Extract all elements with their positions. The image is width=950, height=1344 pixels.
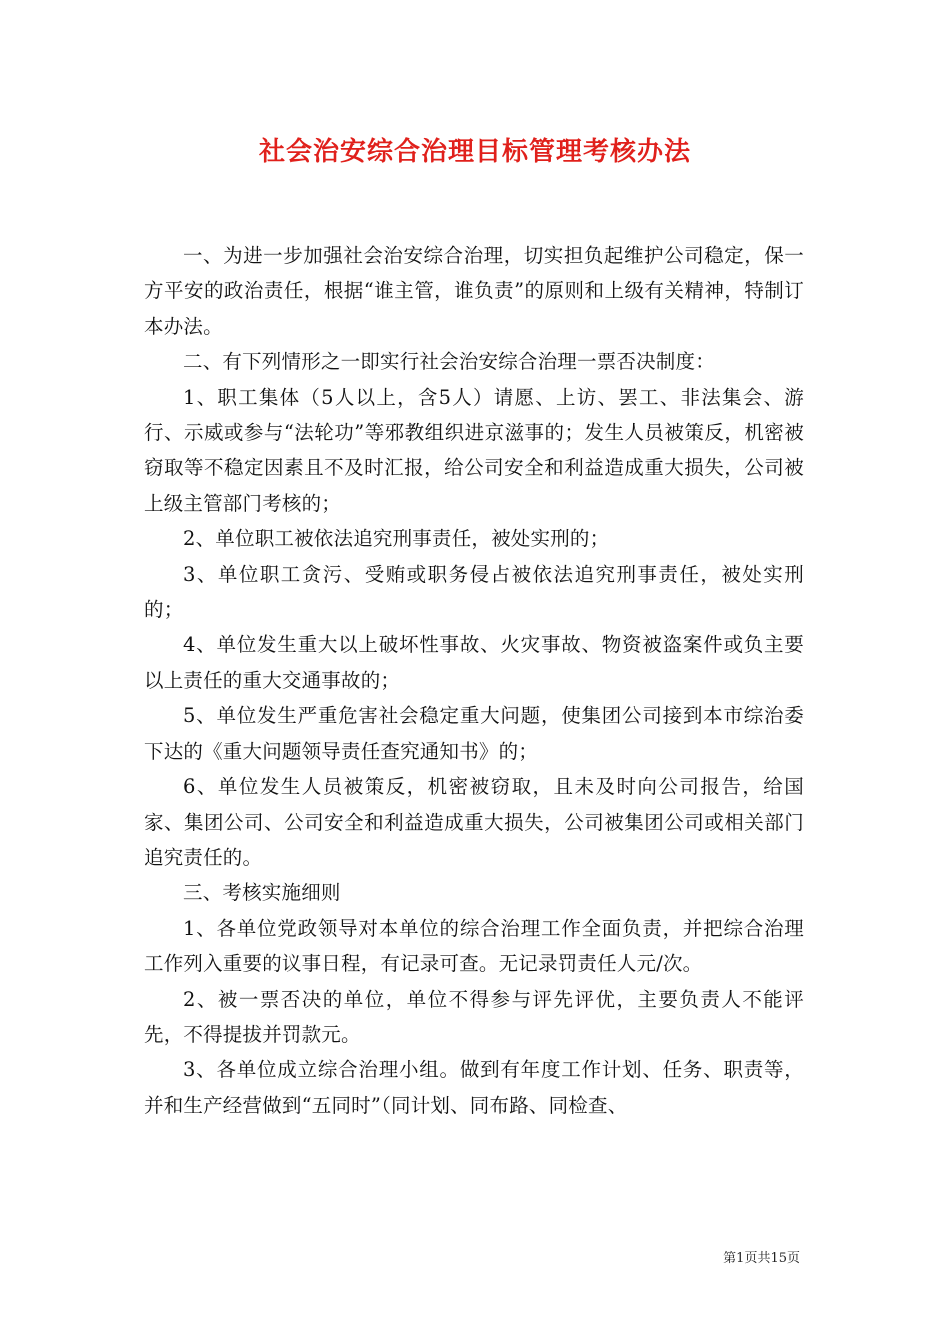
- paragraph-veto-item-6: 6、单位发生人员被策反，机密被窃取，且未及时向公司报告，给国家、集团公司、公司安全和利益造成重大损失，公司被集团公司或相关部门追究责任的。: [144, 775, 804, 869]
- paragraph-veto-item-1: 1、职工集体（5人以上，含5人）请愿、上访、罢工、非法集会、游行、示威或参与“法轮功”等邪教组织进京滋事的；发生人员被策反，机密被窃取等不稳定因素且不及时汇报，给公司安全和利益造成重大损失，公司被上级主管部门考核的；: [144, 385, 804, 515]
- paragraph-rule-2: 2、被一票否决的单位，单位不得参与评先评优，主要负责人不能评先，不得提拔并罚款元。: [144, 987, 804, 1046]
- paragraph-veto-heading: 二、有下列情形之一即实行社会治安综合治理一票否决制度：: [183, 350, 715, 374]
- document-body: [144, 238, 804, 1123]
- paragraph-rule-1: 1、各单位党政领导对本单位的综合治理工作全面负责，并把综合治理工作列入重要的议事日程，有记录可查。无记录罚责任人元/次。: [144, 916, 804, 976]
- paragraph-rule-3: 3、各单位成立综合治理小组。做到有年度工作计划、任务、职责等，并和生产经营做到“五同时”（同计划、同布路、同检查、: [144, 1058, 804, 1117]
- paragraph-rules-heading: 三、考核实施细则: [183, 881, 341, 905]
- paragraph-veto-item-4: 4、单位发生重大以上破坏性事故、火灾事故、物资被盗案件或负主要以上责任的重大交通事故的；: [144, 633, 804, 692]
- paragraph-veto-item-5: 5、单位发生严重危害社会稳定重大问题，使集团公司接到本市综治委下达的《重大问题领导责任查究通知书》的；: [144, 704, 804, 763]
- paragraph-veto-item-2: 2、单位职工被依法追究刑事责任，被处实刑的；: [183, 527, 610, 551]
- page-number-footer: 第1页共15页: [723, 1251, 800, 1266]
- paragraph-purpose: 一、为进一步加强社会治安综合治理，切实担负起维护公司稳定，保一方平安的政治责任，根据“谁主管，谁负责”的原则和上级有关精神，特制订本办法。: [144, 244, 804, 338]
- page-title: 社会治安综合治理目标管理考核办法: [258, 137, 691, 167]
- paragraph-veto-item-3: 3、单位职工贪污、受贿或职务侵占被依法追究刑事责任，被处实刑的；: [144, 562, 804, 622]
